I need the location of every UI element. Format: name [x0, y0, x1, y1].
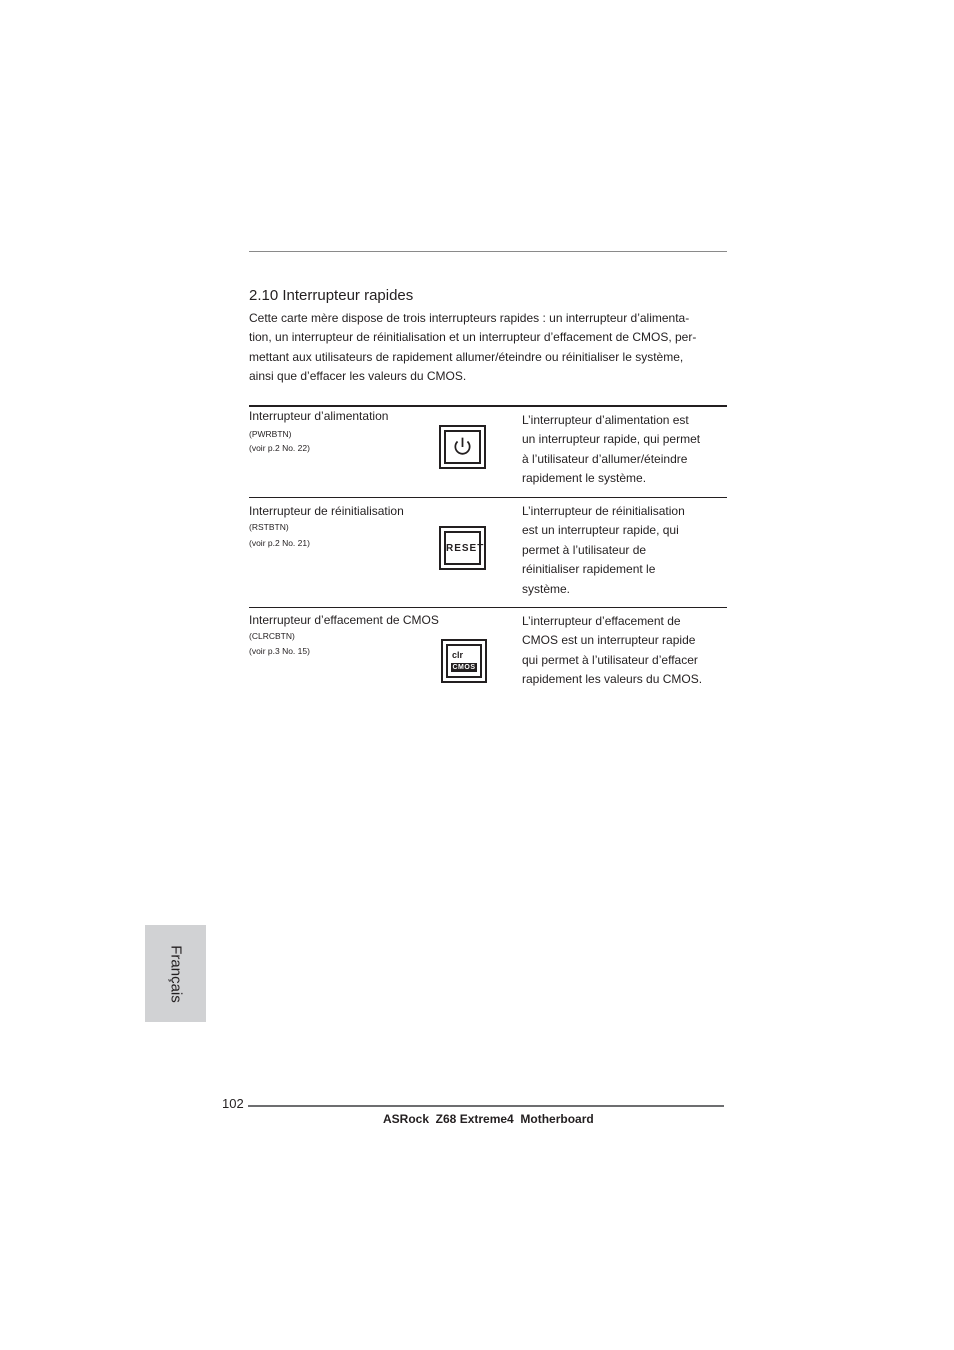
intro-line: mettant aux utilisateurs de rapidement allumer/éteindre ou réinitialiser le système,: [249, 349, 684, 364]
footer-brand: ASRock Z68 Extreme4 Motherboard: [383, 1112, 594, 1126]
switch-row-power: [249, 407, 727, 498]
page-number: 102: [222, 1096, 244, 1111]
desc-line: à l’utilisateur d’allumer/éteindre: [522, 451, 688, 466]
desc-line: L’interrupteur d’effacement de: [522, 614, 681, 628]
clear-cmos-icon: [441, 639, 487, 683]
switch-table: [249, 405, 727, 696]
switch-name: Interrupteur de réinitialisation: [249, 504, 404, 518]
footer-divider: [248, 1105, 724, 1107]
power-icon: [439, 425, 486, 469]
switch-description: [522, 612, 727, 690]
desc-line: qui permet à l’utilisateur d’effacer: [522, 652, 698, 667]
switch-code: (CLRCBTN): [249, 631, 295, 641]
desc-line: rapidement le système.: [522, 471, 647, 486]
switch-row-reset: [249, 498, 727, 608]
switch-code: (PWRBTN): [249, 429, 292, 439]
reset-icon: [439, 526, 486, 570]
language-tab-label: Français: [167, 944, 184, 1003]
switch-name: Interrupteur d’effacement de CMOS: [249, 613, 439, 627]
intro-line: tion, un interrupteur de réinitialisation et un interrupteur d’effacement de CMOS, per-: [249, 330, 697, 345]
desc-line: est un interrupteur rapide, qui: [522, 523, 679, 538]
desc-line: L’interrupteur d’alimentation est: [522, 413, 689, 427]
intro-line: Cette carte mère dispose de trois interrupteurs rapides : un interrupteur d’alimenta-: [249, 311, 690, 325]
desc-line: réinitialiser rapidement le: [522, 562, 656, 577]
section-title: 2.10 Interrupteur rapides: [249, 287, 414, 304]
desc-line: un interrupteur rapide, qui permet: [522, 432, 701, 447]
switch-page-ref: (voir p.3 No. 15): [249, 646, 310, 656]
desc-line: CMOS est un interrupteur rapide: [522, 633, 696, 648]
switch-page-ref: (voir p.2 No. 22): [249, 443, 310, 453]
switch-name: Interrupteur d’alimentation: [249, 409, 389, 423]
cmos-icon-label: CMOS: [452, 664, 476, 671]
reset-icon-label: RESET: [446, 543, 485, 554]
desc-line: L’interrupteur de réinitialisation: [522, 504, 685, 518]
desc-line: système.: [522, 581, 571, 596]
intro-paragraph: [249, 309, 729, 387]
switch-page-ref: (voir p.2 No. 21): [249, 538, 310, 548]
switch-row-clear-cmos: [249, 608, 727, 696]
desc-line: rapidement les valeurs du CMOS.: [522, 672, 703, 687]
top-divider: [249, 251, 727, 252]
switch-code: (RSTBTN): [249, 522, 289, 532]
intro-line: ainsi que d’effacer les valeurs du CMOS.: [249, 369, 467, 384]
switch-description: [522, 502, 727, 599]
switch-description: [522, 411, 727, 489]
language-tab: [145, 925, 206, 1022]
desc-line: permet à l’utilisateur de: [522, 542, 647, 557]
clr-icon-label: clr: [452, 650, 464, 660]
